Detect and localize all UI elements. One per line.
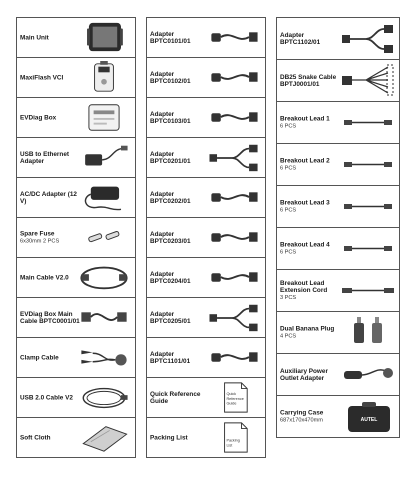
item-quantity: 6 PCS xyxy=(280,165,297,171)
item-adapter-bptc0102 xyxy=(146,57,266,98)
power-adapter-icon xyxy=(76,181,132,214)
item-breakout-lead-3 xyxy=(276,185,400,228)
item-maxiflash-vci xyxy=(16,57,136,98)
adapter-cable-icon xyxy=(206,181,262,214)
fuse-icon xyxy=(76,221,132,254)
item-name: Adapter BPTC0203/01 xyxy=(150,230,191,245)
clamp-cable-icon xyxy=(76,341,132,374)
brand-logo: AUTEL xyxy=(360,417,378,423)
banana-plug-icon xyxy=(340,315,396,350)
item-name: Soft Cloth xyxy=(20,434,51,441)
item-name: Adapter BPTC0102/01 xyxy=(150,70,191,85)
item-name: Adapter BPTC0103/01 xyxy=(150,110,191,125)
item-carrying-case xyxy=(276,395,400,438)
item-adapter-bptc1102 xyxy=(276,17,400,60)
item-name: Main Unit xyxy=(20,34,49,41)
item-quantity: 6 PCS xyxy=(280,207,297,213)
item-db25-snake-cable xyxy=(276,59,400,102)
item-quantity: 6x30mm 2 PCS xyxy=(20,238,60,244)
item-evdiag-box xyxy=(16,97,136,138)
document-icon xyxy=(206,381,262,414)
item-packing-list xyxy=(146,417,266,458)
item-quantity: 6 PCS xyxy=(280,249,297,255)
diag-box-icon xyxy=(76,101,132,134)
item-name: Quick Reference Guide xyxy=(150,390,201,405)
item-soft-cloth xyxy=(16,417,136,458)
item-breakout-lead-2 xyxy=(276,143,400,186)
main-cable-icon xyxy=(76,261,132,294)
item-name: Adapter BPTC0202/01 xyxy=(150,190,191,205)
item-quantity: 6 PCS xyxy=(280,123,297,129)
aux-power-adapter-icon xyxy=(340,357,396,392)
item-name: Adapter BPTC1102/01 xyxy=(280,31,321,46)
item-adapter-bptc1101 xyxy=(146,337,266,378)
column-1 xyxy=(16,18,136,458)
item-main-unit xyxy=(16,17,136,58)
item-adapter-bptc0101 xyxy=(146,17,266,58)
vci-module-icon xyxy=(76,61,132,94)
item-dimensions: 687x170x470mm xyxy=(280,417,323,423)
item-evdiag-box-main-cable xyxy=(16,297,136,338)
usb-cable-icon xyxy=(76,381,132,414)
item-name: Dual Banana Plug xyxy=(280,325,335,332)
item-name: Main Cable V2.0 xyxy=(20,274,69,281)
split-adapter-icon xyxy=(206,301,262,334)
item-name: Spare Fuse xyxy=(20,230,55,237)
document-icon xyxy=(206,421,262,454)
tablet-device-icon xyxy=(76,21,132,54)
item-breakout-lead-extension-cord xyxy=(276,269,400,312)
item-breakout-lead-4 xyxy=(276,227,400,270)
adapter-cable-icon xyxy=(206,101,262,134)
extension-cord-icon xyxy=(340,273,396,308)
item-adapter-bptc0202 xyxy=(146,177,266,218)
item-breakout-lead-1 xyxy=(276,101,400,144)
item-name: USB 2.0 Cable V2 xyxy=(20,394,73,401)
doc-label-line: List xyxy=(226,443,233,448)
item-name: AC/DC Adapter (12 V) xyxy=(20,190,77,205)
item-name: Breakout Lead 1 xyxy=(280,115,330,122)
item-quantity: 4 PCS xyxy=(280,333,297,339)
item-name: EVDiag Box Main Cable BPTC0001/01 xyxy=(20,310,80,325)
item-auxiliary-power-outlet-adapter xyxy=(276,353,400,396)
adapter-cable-icon xyxy=(206,21,262,54)
item-name: Breakout Lead 4 xyxy=(280,241,330,248)
adapter-cable-icon xyxy=(206,261,262,294)
usb-ethernet-adapter-icon xyxy=(76,141,132,174)
soft-cloth-icon xyxy=(76,421,132,454)
item-adapter-bptc0201 xyxy=(146,137,266,178)
item-quick-reference-guide xyxy=(146,377,266,418)
item-name: Breakout Lead Extension Cord xyxy=(280,279,328,294)
empty-cell xyxy=(276,438,400,479)
item-name: Packing List xyxy=(150,434,188,441)
item-name: Breakout Lead 2 xyxy=(280,157,330,164)
item-name: Adapter BPTC0201/01 xyxy=(150,150,191,165)
doc-label-line: Quick xyxy=(226,392,237,397)
column-2 xyxy=(146,18,266,458)
item-name: Adapter BPTC1101/01 xyxy=(150,350,191,365)
item-name: Clamp Cable xyxy=(20,354,59,361)
item-adapter-bptc0205 xyxy=(146,297,266,338)
breakout-lead-icon xyxy=(340,147,396,182)
item-name: Auxiliary Power Outlet Adapter xyxy=(280,367,328,382)
item-name: Adapter BPTC0204/01 xyxy=(150,270,191,285)
adapter-cable-icon xyxy=(206,61,262,94)
item-adapter-bptc0203 xyxy=(146,217,266,258)
item-clamp-cable xyxy=(16,337,136,378)
item-name: EVDiag Box xyxy=(20,114,57,121)
column-3 xyxy=(276,18,400,479)
item-name: DB25 Snake Cable BPTJ0001/01 xyxy=(280,73,337,88)
doc-label-line: Packing xyxy=(226,438,240,443)
breakout-lead-icon xyxy=(340,105,396,140)
item-usb-cable xyxy=(16,377,136,418)
doc-label-line: Guide xyxy=(226,401,237,406)
item-adapter-bptc0103 xyxy=(146,97,266,138)
item-name: Adapter BPTC0205/01 xyxy=(150,310,191,325)
item-dual-banana-plug xyxy=(276,311,400,354)
item-ac-dc-adapter xyxy=(16,177,136,218)
box-main-cable-icon xyxy=(76,301,132,334)
snake-cable-icon xyxy=(340,63,396,98)
doc-label-line: Reference xyxy=(226,396,244,401)
breakout-lead-icon xyxy=(340,189,396,224)
item-name: MaxiFlash VCI xyxy=(20,74,64,81)
adapter-cable-icon xyxy=(206,341,262,374)
item-name: Breakout Lead 3 xyxy=(280,199,330,206)
item-name: USB to Ethernet Adapter xyxy=(20,150,69,165)
item-usb-ethernet-adapter xyxy=(16,137,136,178)
item-name: Adapter BPTC0101/01 xyxy=(150,30,191,45)
item-name: Carrying Case xyxy=(280,409,324,416)
item-quantity: 3 PCS xyxy=(280,294,297,301)
adapter-cable-icon xyxy=(206,221,262,254)
item-adapter-bptc0204 xyxy=(146,257,266,298)
item-spare-fuse xyxy=(16,217,136,258)
breakout-lead-icon xyxy=(340,231,396,266)
carrying-case-icon xyxy=(340,399,396,434)
split-adapter-icon xyxy=(206,141,262,174)
split-adapter-icon xyxy=(340,21,396,56)
item-main-cable xyxy=(16,257,136,298)
